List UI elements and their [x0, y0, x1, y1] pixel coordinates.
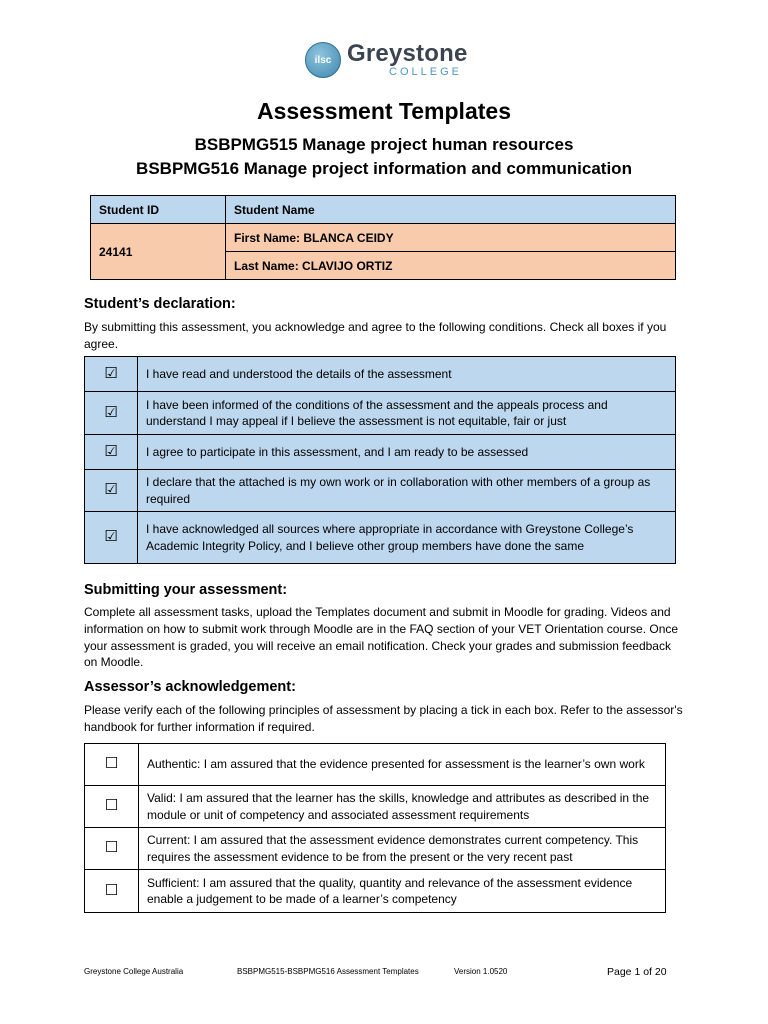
- assessor-text: Sufficient: I am assured that the quality, quantity and relevance of the assessment evidence enable a judgement to be made of a learner’s competency: [139, 870, 666, 913]
- declaration-checkbox[interactable]: ☑: [85, 470, 138, 512]
- unit-subtitle-1: BSBPMG515 Manage project human resources: [194, 135, 574, 154]
- declaration-text: I have been informed of the conditions of the assessment and the appeals process and understand I may appeal if I believe the assessment is not equitable, fair or just: [138, 392, 676, 435]
- declaration-intro: By submitting this assessment, you acknowledge and agree to the following conditions. Check all boxes if you agree.: [84, 320, 667, 351]
- assessor-row: [85, 828, 666, 870]
- declaration-checkbox[interactable]: ☑: [85, 512, 138, 564]
- submitting-heading: Submitting your assessment:: [84, 582, 288, 598]
- declaration-checkbox[interactable]: ☑: [85, 357, 138, 392]
- declaration-row: [85, 392, 676, 435]
- declaration-table: [84, 356, 676, 564]
- declaration-row: [85, 512, 676, 564]
- assessor-checkbox[interactable]: ☐: [85, 744, 139, 786]
- declaration-heading: Student’s declaration:: [84, 296, 236, 312]
- assessor-text: Valid: I am assured that the learner has the skills, knowledge and attributes as described in the module or unit of competency and associated assessment requirements: [139, 786, 666, 828]
- footer-doc: BSBPMG515-BSBPMG516 Assessment Templates: [237, 967, 419, 976]
- assessor-row: [85, 786, 666, 828]
- declaration-row: [85, 357, 676, 392]
- assessor-table: [84, 743, 666, 913]
- declaration-checkbox[interactable]: ☑: [85, 435, 138, 470]
- student-id-header: Student ID: [91, 196, 226, 224]
- student-id-value[interactable]: 24141: [91, 224, 226, 280]
- student-name-header: Student Name: [226, 196, 676, 224]
- footer-version: Version 1.0520: [454, 967, 508, 976]
- last-name-field[interactable]: Last Name: CLAVIJO ORTIZ: [226, 252, 676, 280]
- assessor-intro: Please verify each of the following principles of assessment by placing a tick in each box. Refer to the assessor's handbook for further information if required.: [84, 703, 683, 734]
- declaration-row: [85, 470, 676, 512]
- assessor-checkbox[interactable]: ☐: [85, 828, 139, 870]
- assessor-row: [85, 744, 666, 786]
- assessor-checkbox[interactable]: ☐: [85, 786, 139, 828]
- footer-org: Greystone College Australia: [84, 967, 184, 976]
- logo-badge: ilsc: [305, 42, 341, 78]
- page-title: Assessment Templates: [257, 98, 511, 124]
- assessor-row: [85, 870, 666, 913]
- declaration-row: [85, 435, 676, 470]
- declaration-text: I declare that the attached is my own work or in collaboration with other members of a group as required: [138, 470, 676, 512]
- declaration-text: I have acknowledged all sources where appropriate in accordance with Greystone College’s Academic Integrity Policy, and I believe other group members have done the same: [138, 512, 676, 564]
- assessor-text: Authentic: I am assured that the evidence presented for assessment is the learner’s own work: [139, 744, 666, 786]
- declaration-text: I have read and understood the details of the assessment: [138, 357, 676, 392]
- college-logo: [305, 42, 468, 78]
- logo-subtitle: COLLEGE: [389, 66, 462, 78]
- assessor-checkbox[interactable]: ☐: [85, 870, 139, 913]
- first-name-field[interactable]: First Name: BLANCA CEIDY: [226, 224, 676, 252]
- assessor-heading: Assessor’s acknowledgement:: [84, 679, 296, 695]
- student-info-table: [90, 195, 676, 280]
- assessor-text: Current: I am assured that the assessment evidence demonstrates current competency. This requires the assessment evidence to be from the present or the very recent past: [139, 828, 666, 870]
- declaration-checkbox[interactable]: ☑: [85, 392, 138, 435]
- declaration-text: I agree to participate in this assessment, and I am ready to be assessed: [138, 435, 676, 470]
- unit-subtitle-2: BSBPMG516 Manage project information and communication: [136, 159, 632, 178]
- page-number: Page 1 of 20: [607, 966, 667, 978]
- logo-name: Greystone: [347, 40, 468, 67]
- submitting-text: Complete all assessment tasks, upload the Templates document and submit in Moodle for grading. Videos and information on how to submit work through Moodle are in the FAQ section of your VET Orientation course. Once your assessment is graded, you will receive an email notification. Check your grades and submission feedback on Moodle.: [84, 605, 679, 670]
